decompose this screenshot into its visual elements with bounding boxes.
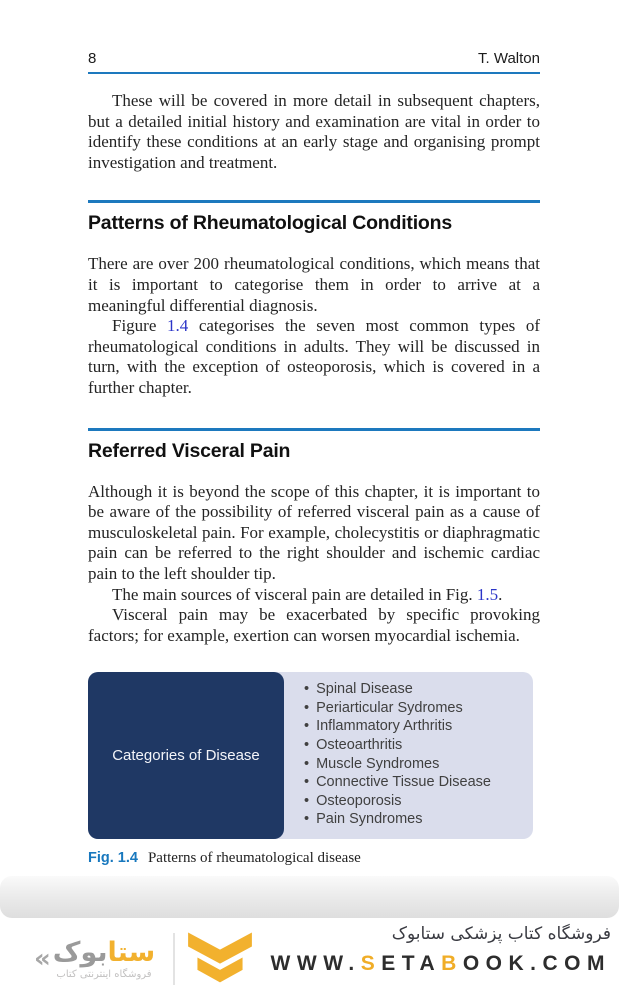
section-rule-1 — [88, 200, 540, 203]
list-item: • Periarticular Sydromes — [304, 699, 491, 718]
running-header — [88, 48, 540, 67]
section-title-patterns: Patterns of Rheumatological Conditions — [88, 212, 453, 235]
section-rule-2 — [88, 428, 540, 431]
url-segment-amber: S — [360, 952, 382, 975]
figure-1-5-link[interactable]: 1.5 — [476, 584, 499, 604]
figure-1-4 — [88, 672, 533, 839]
figure-caption-text: Patterns of rheumatological disease — [147, 850, 361, 867]
list-item: • Osteoarthritis — [304, 736, 491, 755]
section1-paragraph-1: There are over 200 rheumatological conditions, which means that it is important to categorise them in order to arrive at a meaningful differential diagnosis. — [88, 254, 540, 315]
section2-paragraph-2 — [88, 585, 540, 606]
section2-para2-text-after: . — [498, 584, 503, 604]
logo-wordmark — [53, 938, 155, 968]
figure-category-label: Categories of Disease — [112, 747, 260, 765]
figure-1-4-link[interactable]: 1.4 — [166, 316, 189, 336]
chevron-emblem-icon — [185, 928, 255, 990]
list-item: • Muscle Syndromes — [304, 755, 491, 774]
section2-paragraph-1: Although it is beyond the scope of this chapter, it is important to be aware of the possibility of referred visceral pain as a cause of musculoskeletal pain. For example, cholecystitis or diaphragmatic pain can be referred to the right shoulder and ischemic cardiac pain to the left shoulder tip. — [88, 481, 540, 583]
list-item: • Spinal Disease — [304, 680, 491, 699]
url-segment-amber: B — [441, 952, 463, 975]
list-item: • Osteoporosis — [304, 792, 491, 811]
logo-divider — [173, 933, 175, 985]
list-item: • Connective Tissue Disease — [304, 773, 491, 792]
url-segment: ETA — [381, 952, 442, 975]
section-title-visceral: Referred Visceral Pain — [88, 439, 291, 462]
figure-category-box — [88, 672, 284, 839]
section1-paragraph-2 — [88, 316, 540, 398]
url-segment: OOK.COM — [462, 952, 611, 975]
list-item: • Inflammatory Arthritis — [304, 717, 491, 736]
page-content — [88, 48, 540, 882]
logo-subtitle: فروشگاه اینترنتی کتاب — [56, 968, 152, 980]
running-author: T. Walton — [478, 50, 540, 67]
section2-para2-text-before: The main sources of visceral pain are detailed in Fig. — [112, 584, 477, 604]
section1-para2-text-before: Figure — [112, 316, 167, 336]
intro-paragraph: These will be covered in more detail in subsequent chapters, but a detailed initial history and examination are vital in order to identify these conditions at an early stage and organising prompt investigation and treatment. — [88, 91, 540, 172]
wordmark-amber-part: ستا — [107, 937, 156, 969]
figure-caption-label: Fig. 1.4 — [88, 850, 138, 867]
footer-text-block — [271, 924, 611, 976]
page-number: 8 — [88, 50, 97, 67]
logo-wordmark-block — [53, 938, 155, 980]
wordmark-gray-part: بوک — [52, 937, 108, 969]
setabook-url — [271, 952, 611, 976]
url-segment: WWW. — [270, 952, 361, 975]
setabook-logo — [34, 928, 255, 990]
guillemet-icon: « — [34, 944, 51, 974]
list-item: • Pain Syndromes — [304, 810, 491, 829]
page-bottom-shadow-band — [0, 876, 619, 918]
figure-disease-list — [304, 680, 491, 829]
figure-caption — [88, 850, 540, 867]
section2-paragraph-3: Visceral pain may be exacerbated by specific provoking factors; for example, exertion can worsen myocardial ischemia. — [88, 605, 540, 645]
watermark-footer — [0, 922, 619, 990]
store-name-fa: فروشگاه کتاب پزشکی ستابوک — [391, 924, 611, 944]
section1-para2-text-after: categorises the seven most common types of rheumatological conditions in adults. They will be discussed in turn, with the exception of osteoporosis, which is covered in a further chapter. — [88, 316, 540, 397]
header-rule — [88, 72, 540, 74]
